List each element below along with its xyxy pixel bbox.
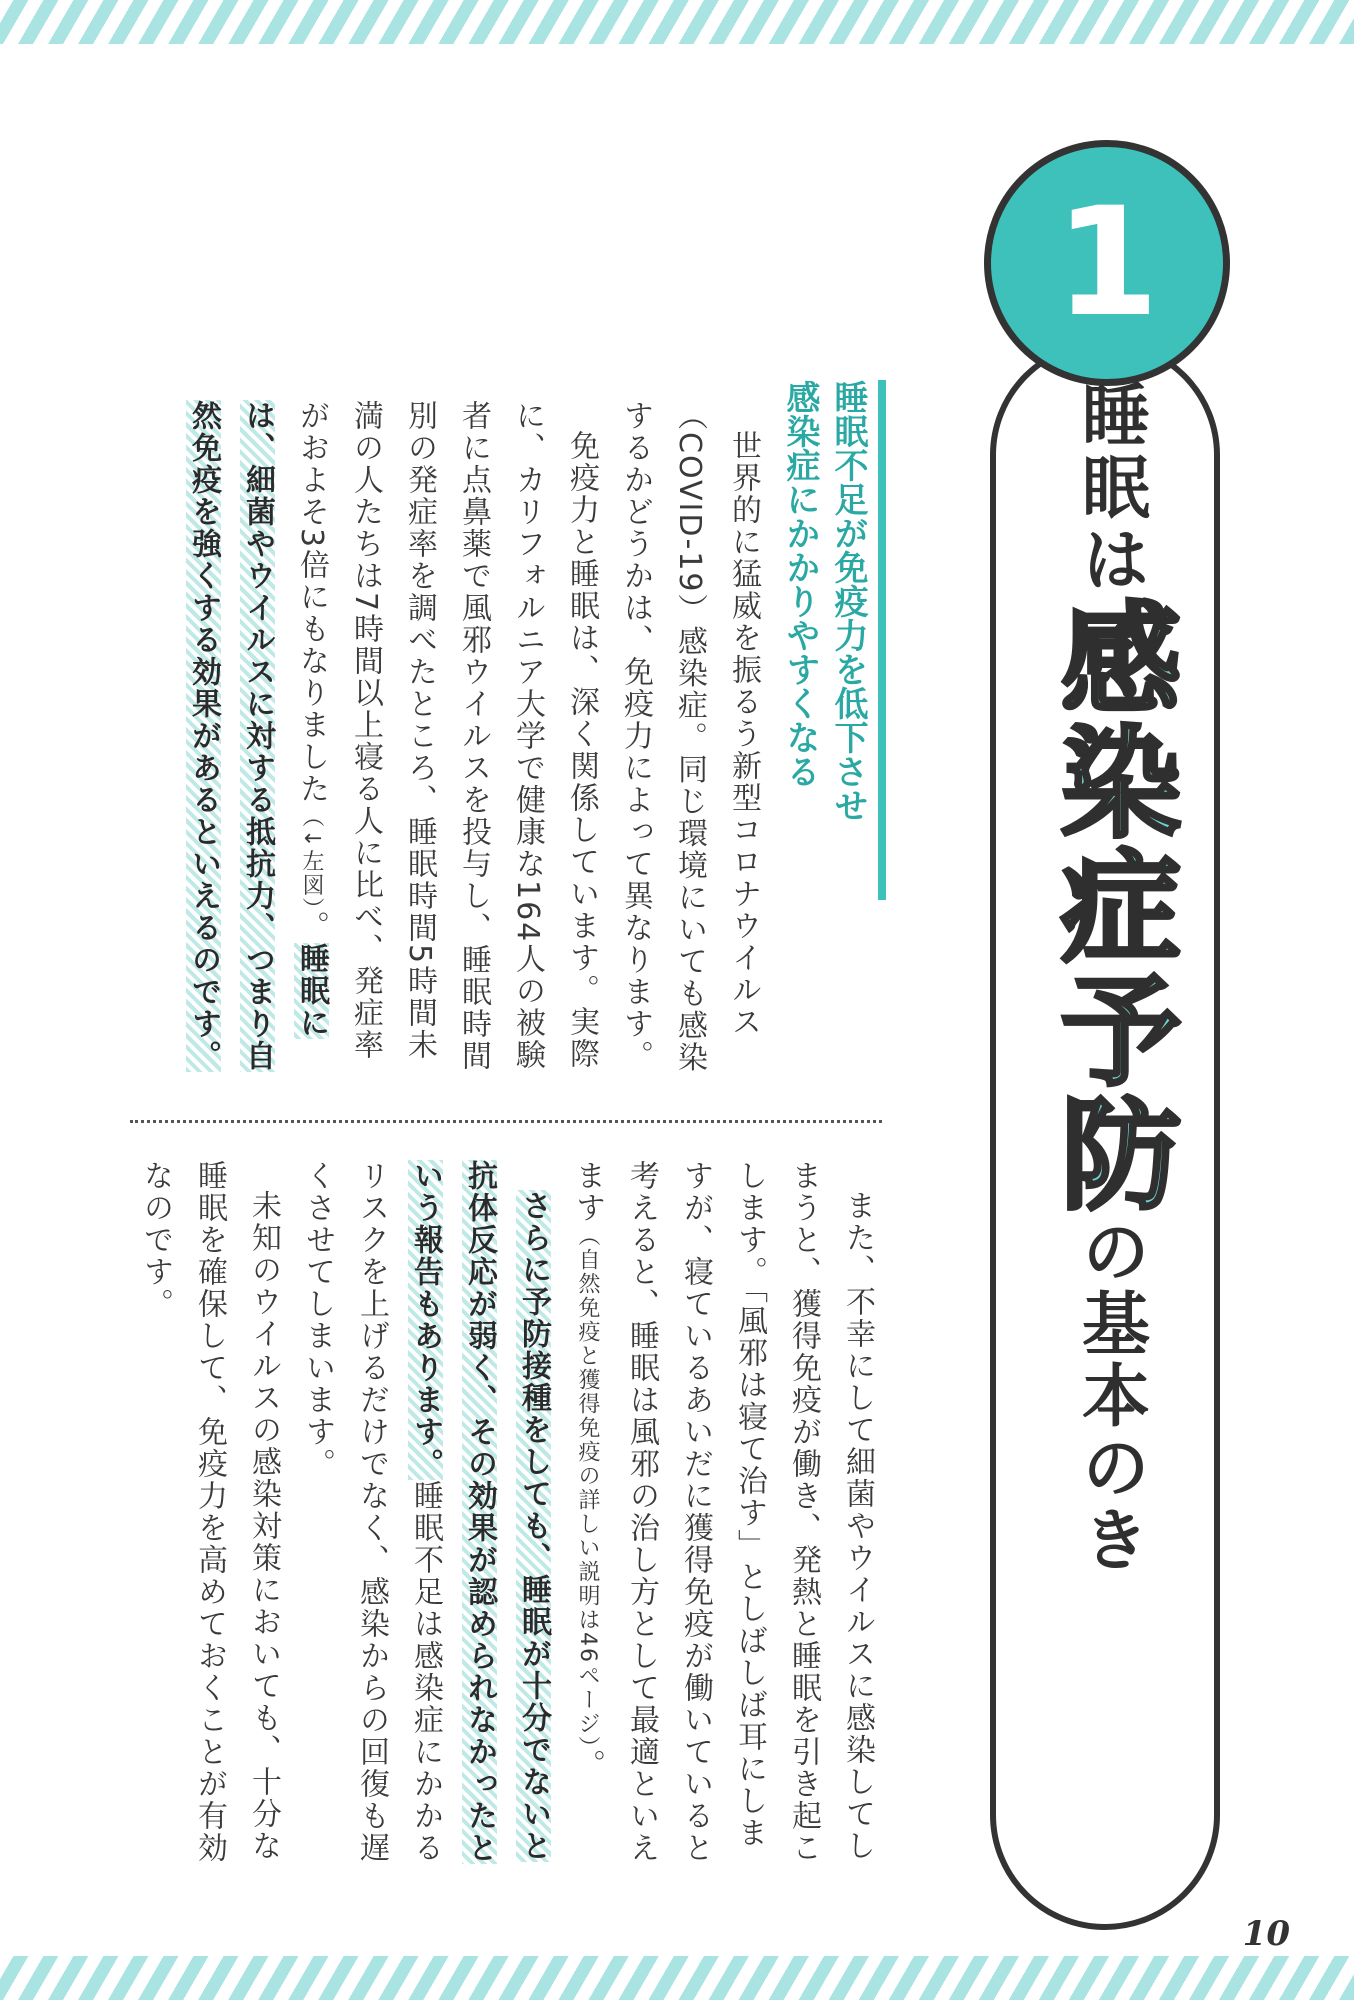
paragraph-3 (560, 1160, 884, 1880)
paragraph-5: 未知のウイルスの感染対策においても、十分な睡眠を確保して、免疫力を高めておくことが有効なのです。 (138, 1160, 281, 1864)
paragraph-2-period: 。 (294, 910, 329, 943)
heading-line2: 感染症にかかりやすくなる (780, 380, 820, 788)
page-number: 10 (1242, 1914, 1290, 1954)
paragraph-3-text: また、不幸にして細菌やウイルスに感染してしまうと、獲得免疫が働き、発熱と睡眠を引き起こします。「風邪は寝て治す」としばしば耳にしますが、寝ているあいだに獲得免疫が働いていると考えると、睡眠は風邪の治し方として最適といえます (570, 1160, 875, 1864)
highlighted-sentence-2: さらに予防接種をしても、睡眠が十分でないと抗体反応が弱く、その効果が認められなかったという報告もあります。 (408, 1160, 551, 1864)
section-heading (776, 380, 886, 900)
paragraph-2 (176, 400, 608, 1090)
paragraph-4 (290, 1160, 560, 1880)
paragraph-3-period: 。 (570, 1749, 605, 1781)
paragraph-2-text: 免疫力と睡眠は、深く関係しています。実際に、カリフォルニア大学で健康な164人の被験者に点鼻薬で風邪ウイルスを投与し、睡眠時間別の発症率を調べたところ、睡眠時間5時間未満の人たちは7時間以上寝る人に比べ、発症率がおよそ3倍にもなりました (294, 400, 599, 1072)
top-stripe-border (0, 0, 1354, 44)
chapter-title (1030, 380, 1190, 1880)
title-part2: 感染症予防 (1041, 596, 1180, 1216)
upper-body-text (176, 400, 770, 1090)
chapter-number: 1 (1054, 176, 1160, 350)
highlighted-sentence: 睡眠には、細菌やウイルスに対する抵抗力、つまり自然免疫を強くする効果があるといえるのです。 (186, 400, 329, 1072)
bottom-stripe-border (0, 1956, 1354, 2000)
chapter-number-badge (984, 140, 1230, 386)
title-part3: の基本のき (1070, 1216, 1150, 1576)
dotted-divider (130, 1120, 882, 1123)
heading-line1: 睡眠不足が免疫力を低下させ (828, 380, 868, 822)
page-reference-note: （自然免疫と獲得免疫の詳しい説明は46ページ） (575, 1224, 600, 1749)
title-part1: 睡眠は (1070, 380, 1150, 596)
paragraph-4-text: 睡眠不足は感染症にかかるリスクを上げるだけでなく、感染からの回復も遅くさせてしまいます。 (300, 1160, 443, 1864)
lower-body-text (128, 1160, 884, 1880)
paragraph-1: 世界的に猛威を振るう新型コロナウイルス（COVID-19）感染症。同じ環境にいても感染するかどうかは、免疫力によって異なります。 (618, 400, 761, 1074)
figure-reference-note: （↓左図） (299, 805, 324, 911)
